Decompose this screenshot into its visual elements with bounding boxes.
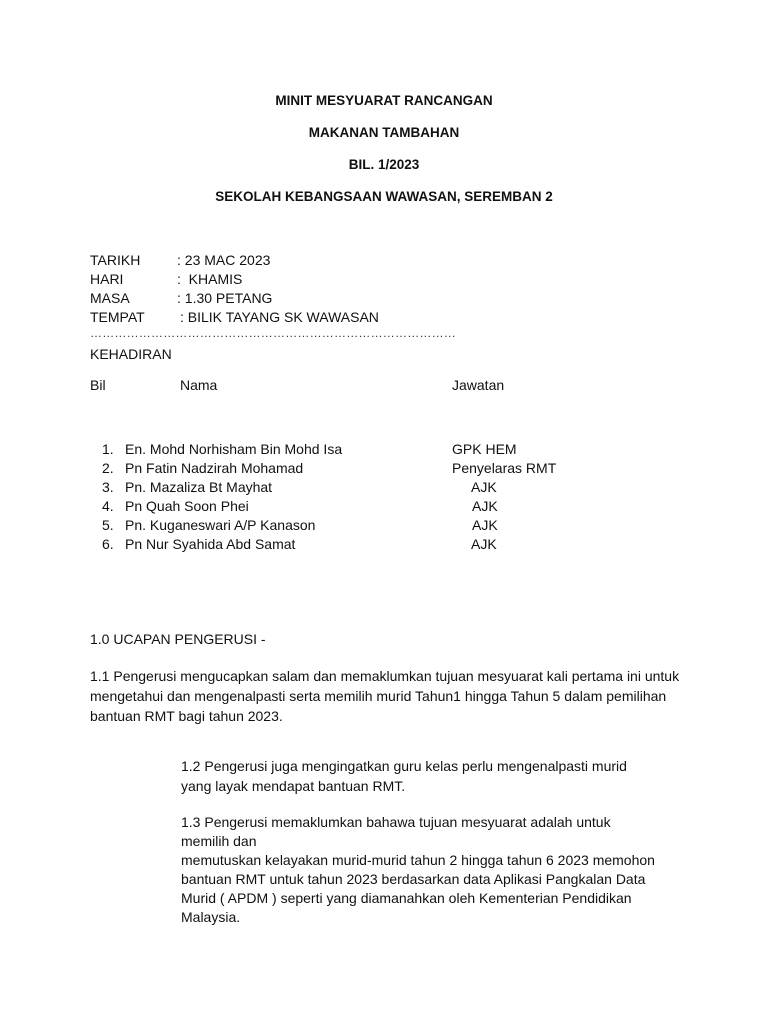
row-number: 2. (102, 460, 114, 476)
school-name: SEKOLAH KEBANGSAAN WAWASAN, SEREMBAN 2 (215, 189, 553, 204)
doc-subtitle: MAKANAN TAMBAHAN (308, 125, 460, 140)
row-position: AJK (471, 479, 497, 495)
row-number: 3. (102, 479, 114, 495)
doc-reference-number: BIL. 1/2023 (348, 157, 420, 172)
row-name: Pn. Mazaliza Bt Mayhat (125, 479, 273, 495)
row-number: 4. (102, 498, 114, 514)
row-number: 6. (102, 536, 114, 552)
row-number: 5. (102, 517, 114, 533)
header-jawatan: Jawatan (452, 377, 505, 393)
doc-title: MINIT MESYUARAT RANCANGAN (275, 93, 493, 108)
dotted-separator: ……………………………………………………………………………… (90, 326, 456, 340)
row-position: AJK (471, 536, 497, 552)
detail-value-tarikh: : 23 MAC 2023 (177, 252, 271, 268)
row-name: En. Mohd Norhisham Bin Mohd Isa (125, 441, 343, 457)
row-position: Penyelaras RMT (452, 460, 557, 476)
row-name: Pn Quah Soon Phei (125, 498, 249, 514)
paragraph-1-2: 1.2 Pengerusi juga mengingatkan guru kelas perlu mengenalpasti murid yang layak mendapat bantuan RMT. (181, 758, 627, 794)
detail-label-tempat: TEMPAT (90, 309, 145, 325)
row-name: Pn Nur Syahida Abd Samat (125, 536, 296, 552)
section-heading-ucapan-pengerusi: 1.0 UCAPAN PENGERUSI - (90, 631, 266, 647)
detail-value-hari: : KHAMIS (177, 271, 243, 287)
detail-label-masa: MASA (90, 290, 130, 306)
row-name: Pn. Kuganeswari A/P Kanason (125, 517, 316, 533)
paragraph-1-1: 1.1 Pengerusi mengucapkan salam dan memaklumkan tujuan mesyuarat kali pertama ini untuk mengetahui dan mengenalpasti serta memilih murid Tahun1 hingga Tahun 5 dalam pemilihan bantuan RMT bagi tahun 2023. (90, 668, 680, 724)
detail-value-masa: : 1.30 PETANG (177, 290, 273, 306)
header-nama: Nama (180, 377, 218, 393)
detail-label-tarikh: TARIKH (90, 252, 141, 268)
row-position: AJK (472, 498, 498, 514)
row-position: GPK HEM (452, 441, 517, 457)
header-bil: Bil (90, 377, 106, 393)
attendance-heading: KEHADIRAN (90, 346, 172, 362)
row-number: 1. (102, 441, 114, 457)
paragraph-1-3-body: memutuskan kelayakan murid-murid tahun 2 hingga tahun 6 2023 memohon bantuan RMT untuk tahun 2023 berdasarkan data Aplikasi Pangkalan Data Murid ( APDM ) seperti yang diamanahkan oleh Kementerian Pendidikan Malaysia. (181, 852, 655, 925)
paragraph-1-3-intro: 1.3 Pengerusi memaklumkan bahawa tujuan mesyuarat adalah untuk memilih dan (181, 814, 611, 849)
detail-label-hari: HARI (90, 271, 124, 287)
detail-value-tempat: : BILIK TAYANG SK WAWASAN (180, 309, 379, 325)
row-name: Pn Fatin Nadzirah Mohamad (125, 460, 304, 476)
row-position: AJK (472, 517, 498, 533)
